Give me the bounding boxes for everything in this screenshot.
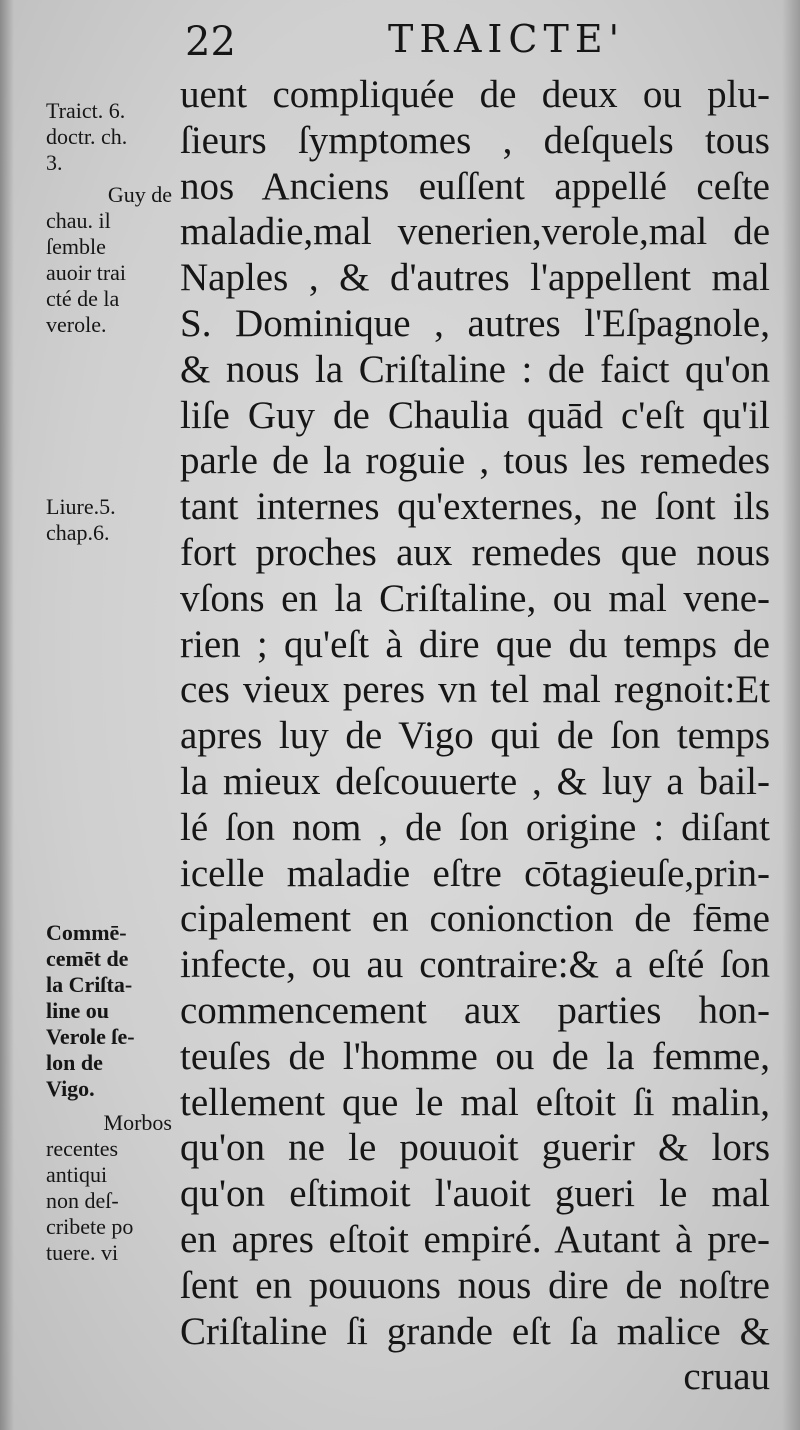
text-line: parle de la roguie , tous les remedes [180, 439, 770, 483]
text-line: commencement aux parties hon- [180, 988, 770, 1032]
text-line: ſent en pouuons nous dire de noſtre [180, 1263, 770, 1307]
text-line: fort proches aux remedes que nous [180, 530, 770, 574]
text-line: Naples , & d'autres l'appellent mal [180, 256, 770, 300]
running-title: TRAICTE' [388, 17, 626, 61]
margin-note-commencement [46, 920, 176, 1102]
margin-note-line: Commē- [46, 920, 127, 945]
margin-note-morbos [46, 1110, 176, 1266]
margin-note-line: line ou [46, 998, 109, 1023]
text-line: tellement que le mal eſtoit ſi malin, [180, 1080, 770, 1124]
page-shadow-left [0, 0, 14, 1430]
text-line: la mieux deſcouuerte , & luy a bail- [180, 759, 770, 803]
text-line: Criſtaline ſi grande eſt ſa malice & [180, 1309, 770, 1353]
text-line: rien ; qu'eſt à dire que du temps de [180, 622, 770, 666]
margin-note-line: auoir trai [46, 260, 127, 285]
margin-note-line: Guy de [107, 182, 172, 207]
text-line: cipalement en conionction de fēme [180, 897, 770, 941]
page-shadow-right [782, 0, 800, 1430]
text-line: teuſes de l'homme ou de la femme, [180, 1034, 770, 1078]
margin-note-line: cemēt de [46, 946, 129, 971]
margin-note-line: ſemble [46, 234, 106, 259]
margin-note-line: antiqui [46, 1162, 108, 1187]
text-line: lé ſon nom , de ſon origine : diſant [180, 805, 770, 849]
margin-note-line: lon de [46, 1050, 103, 1075]
margin-note-line: chap.6. [46, 520, 110, 545]
text-line: apres luy de Vigo qui de ſon temps [180, 714, 770, 758]
text-line: ces vieux peres vn tel mal regnoit:Et [180, 668, 770, 712]
main-text-block [180, 72, 770, 1400]
text-line: en apres eſtoit empiré. Autant à pre- [180, 1217, 770, 1261]
text-line: ſieurs ſymptomes , deſquels tous [180, 118, 770, 162]
page-header [0, 14, 800, 74]
margin-note-guy-de-chauliac [46, 182, 176, 338]
page-number: 22 [185, 19, 236, 65]
margin-note-line: Liure.5. [46, 494, 116, 519]
text-line: vſons en la Criſtaline, ou mal vene- [180, 576, 770, 620]
margin-note-line: Traict. 6. [46, 98, 126, 123]
margin-note-line: verole. [46, 312, 107, 337]
text-line: & nous la Criſtaline : de faict qu'on [180, 347, 770, 391]
catchword: cruau [683, 1355, 770, 1399]
margin-note-line: recentes [46, 1136, 119, 1161]
margin-note-traict [46, 98, 176, 176]
text-line: qu'on eſtimoit l'auoit gueri le mal [180, 1172, 770, 1216]
margin-note-line: Vigo. [46, 1076, 95, 1101]
margin-note-line: tuere. vi [46, 1240, 119, 1265]
text-line: infecte, ou au contraire:& a eſté ſon [180, 943, 770, 987]
text-line: liſe Guy de Chaulia quād c'eſt qu'il [180, 393, 770, 437]
margin-note-line: cribete po [46, 1214, 134, 1239]
text-line: tant internes qu'externes, ne ſont ils [180, 485, 770, 529]
text-line: maladie,mal venerien,verole,mal de [180, 210, 770, 254]
margin-note-line: cté de la [46, 286, 120, 311]
text-line: S. Dominique , autres l'Eſpagnole, [180, 301, 770, 345]
text-line: uent compliquée de deux ou plu- [180, 73, 770, 116]
margin-note-line: doctr. ch. [46, 124, 128, 149]
margin-note-line: Verole ſe- [46, 1024, 135, 1049]
margin-note-line: non deſ- [46, 1188, 119, 1213]
text-line: icelle maladie eſtre cōtagieuſe,prin- [180, 851, 770, 895]
margin-note-line: Morbos [103, 1110, 172, 1135]
text-line: nos Anciens euſſent appellé ceſte [180, 164, 770, 208]
margin-note-liure [46, 494, 176, 546]
margin-note-line: la Criſta- [46, 972, 133, 997]
margin-note-line: chau. il [46, 208, 111, 233]
margin-note-line: 3. [46, 150, 63, 175]
text-line: qu'on ne le pouuoit guerir & lors [180, 1126, 770, 1170]
